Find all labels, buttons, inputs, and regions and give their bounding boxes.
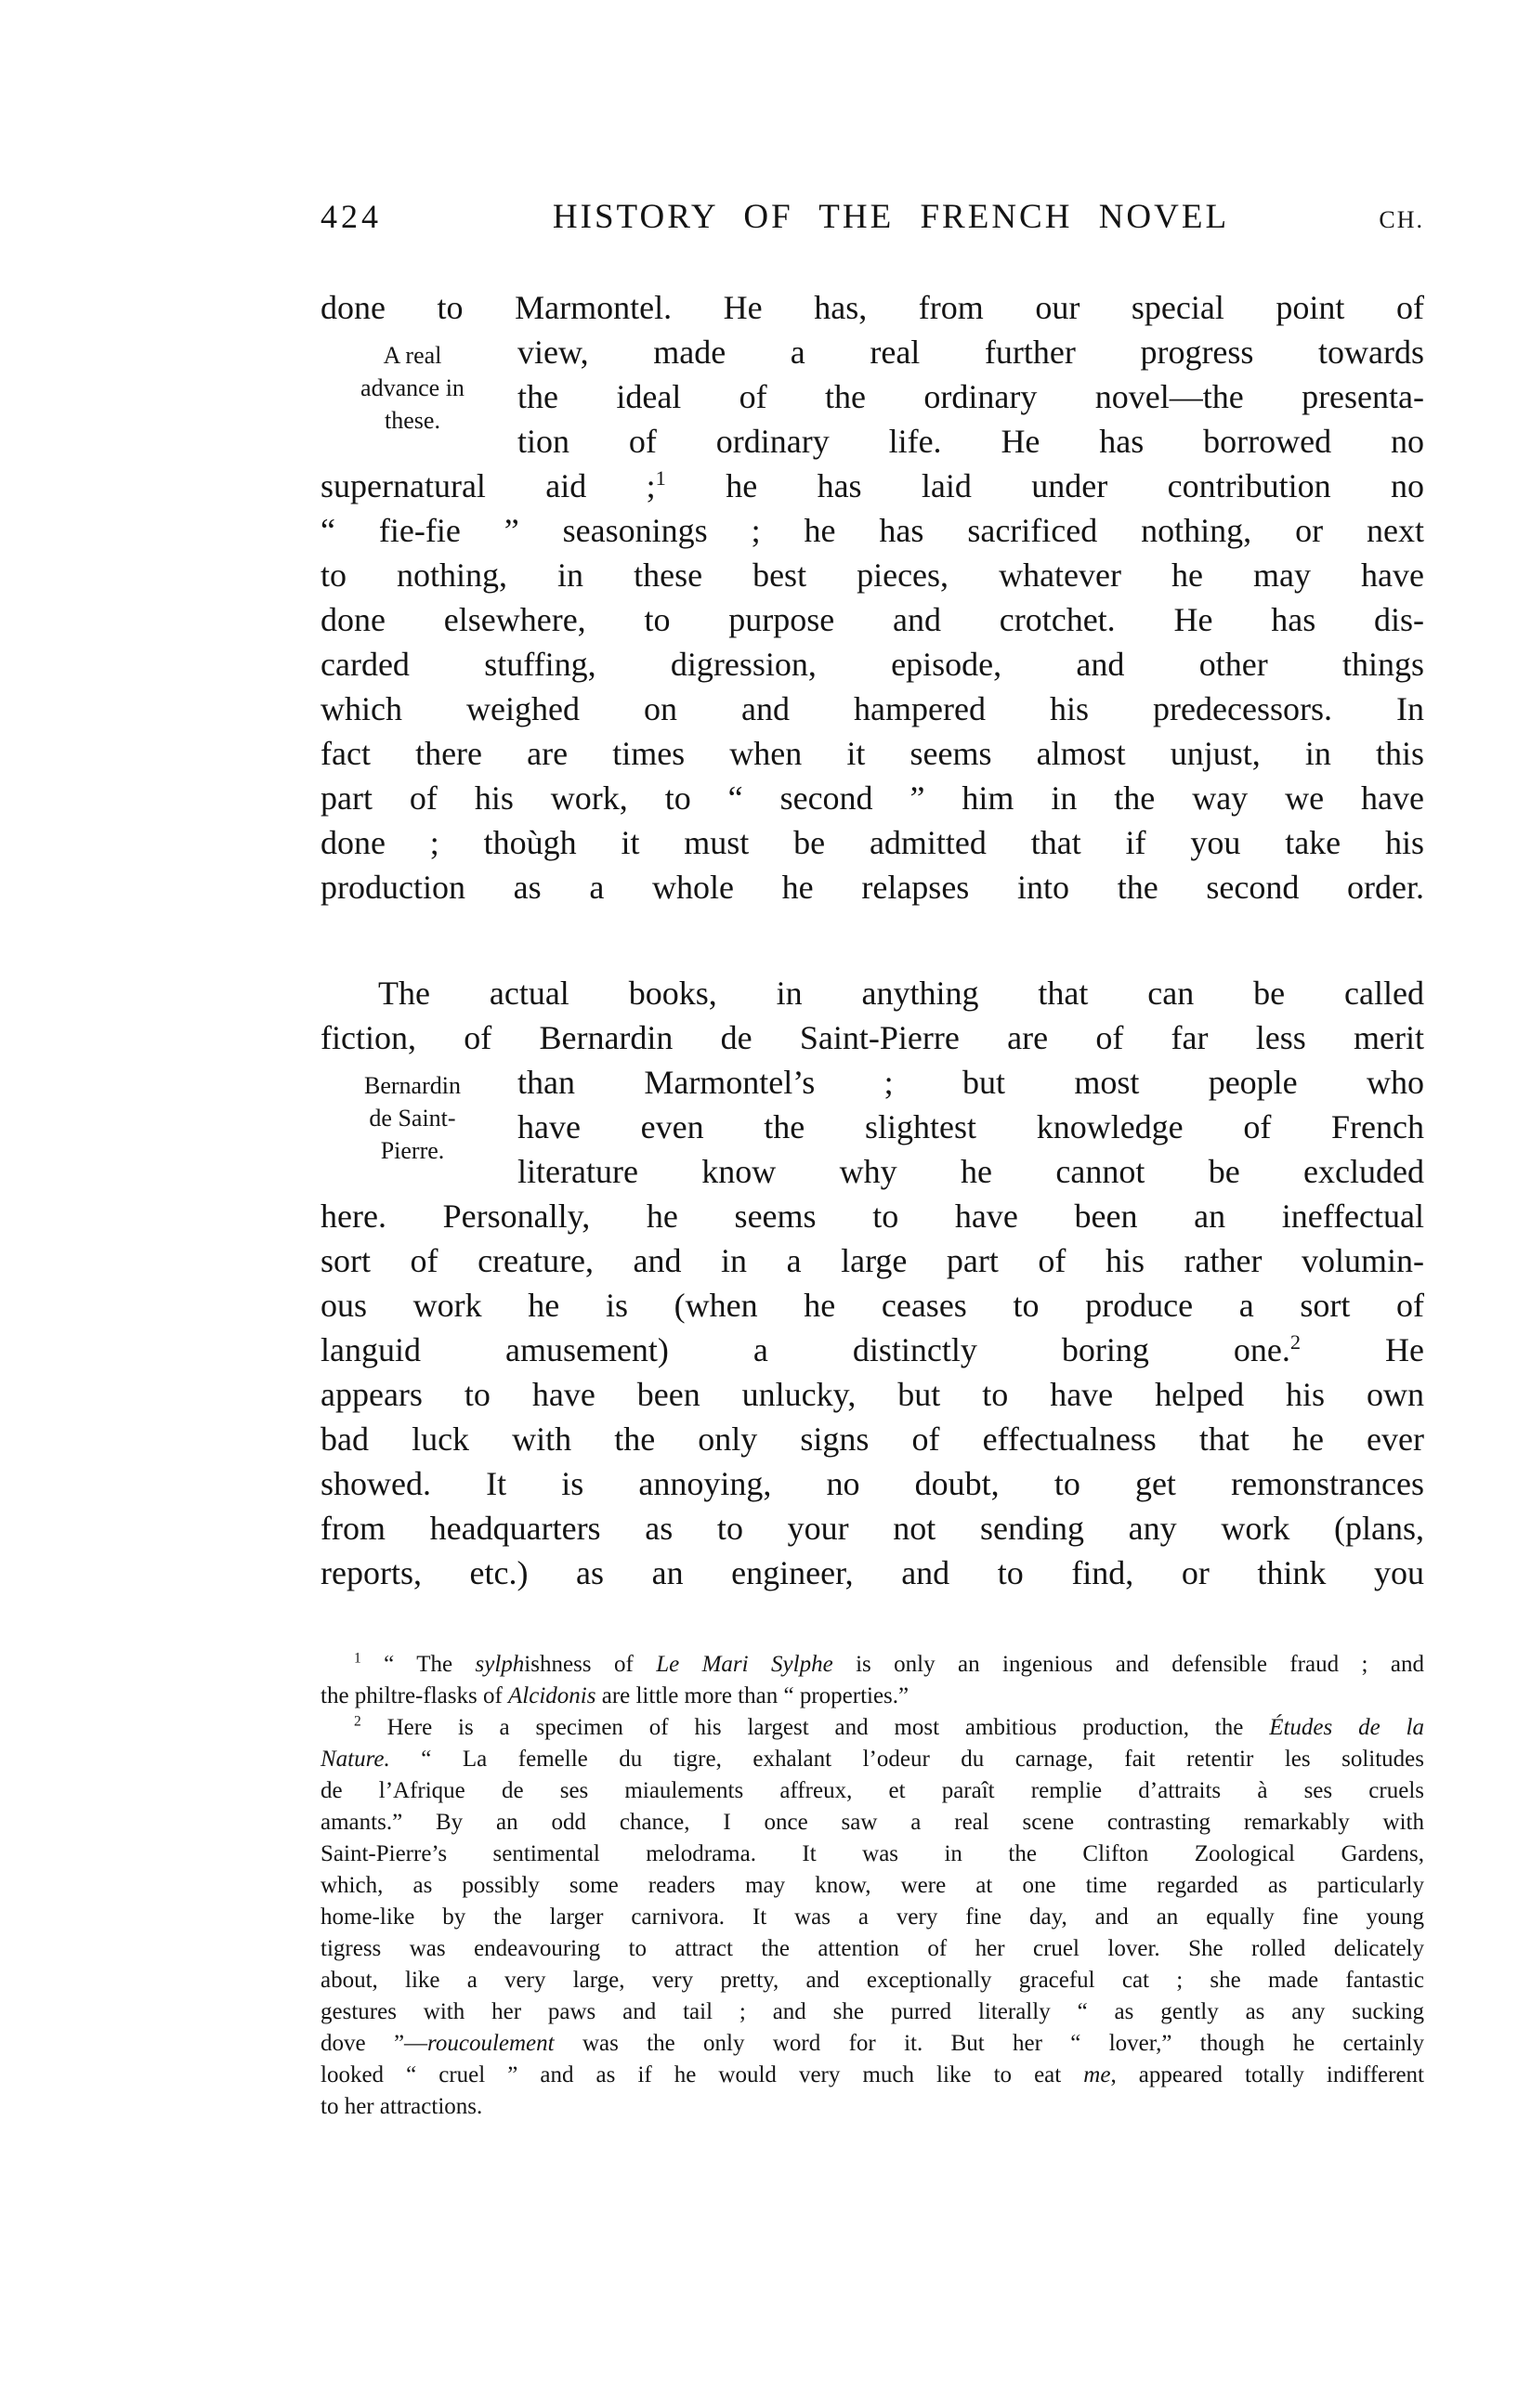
page-content [321,197,1424,2123]
text-line: from headquarters as to your not sending any work (plans, [321,1510,1424,1547]
footnotes-section [321,1649,1424,2123]
page-header [321,197,1424,237]
paragraph [321,285,1424,910]
text-line: sort of creature, and in a large part of his rather volumin- [321,1242,1424,1279]
footnote-line: home-like by the larger carnivora. It was a very fine day, and an equally fine young [321,1904,1424,1930]
italic-text: me [1083,2062,1111,2087]
italic-text: roucoulement [427,2031,555,2056]
italic-text: Nature. [321,1747,390,1772]
margin-note-line: these. [385,407,440,434]
cutin-lines [517,330,1424,464]
margin-note-line: Bernardin [364,1072,461,1099]
footnote-marker: 1 [354,1650,361,1667]
margin-note-line: Pierre. [380,1137,445,1164]
cutin-row [321,330,1424,464]
italic-text: Études de la [1269,1715,1424,1740]
text-line: fiction, of Bernardin de Saint-Pierre are of far less merit [321,1019,1424,1056]
footnote-line: the philtre-flasks of Alcidonis are little more than “ properties.” [321,1683,909,1708]
text-line: view, made a real further progress towards [517,334,1424,371]
text-line: the ideal of the ordinary novel—the presenta- [517,378,1424,415]
text-line: part of his work, to “ second ” him in the way we have [321,779,1424,817]
text-line: have even the slightest knowledge of French [517,1108,1424,1145]
footnote-line: dove ”—roucoulement was the only word for it. But her “ lover,” though he certainly [321,2031,1424,2056]
footnote-line: about, like a very large, very pretty, and exceptionally graceful cat ; she made fantastic [321,1968,1424,1993]
margin-note-line: A real [383,342,442,369]
footnote-line: to her attractions. [321,2094,483,2119]
margin-note-line: de Saint- [369,1105,456,1132]
footnote-line: looked “ cruel ” and as if he would very much like to eat me, appeared totally indifferent [321,2062,1424,2087]
footnote [321,1712,1424,2123]
text-line: which weighed on and hampered his predecessors. In [321,690,1424,727]
footnote-marker: 2 [1289,1330,1302,1354]
italic-text: Alcidonis [508,1683,596,1708]
footnote-line: Saint-Pierre’s sentimental melodrama. It was in the Clifton Zoological Gardens, [321,1841,1424,1866]
text-line: bad luck with the only signs of effectualness that he ever [321,1420,1424,1458]
margin-note-line: advance in [360,374,465,401]
text-line: done to Marmontel. He has, from our special point of [321,289,1424,326]
italic-text: Le Mari Sylphe [656,1652,833,1677]
footnote-line: $^2$ Here is a specimen of his largest and most ambitious production, the Études de la [354,1713,1424,1740]
footnote-line: Nature. “ La femelle du tigre, exhalant l’odeur du carnage, fait retentir les solitudes [321,1747,1424,1772]
margin-note [321,330,517,464]
text-line: production as a whole he relapses into the second order. [321,869,1424,906]
footnote [321,1649,1424,1712]
text-line: showed. It is annoying, no doubt, to get remonstrances [321,1465,1424,1502]
page-number: 424 [321,198,382,235]
cutin-lines [517,1060,1424,1194]
text-line: to nothing, in these best pieces, whatever he may have [321,556,1424,594]
text-line: done elsewhere, to purpose and crotchet. He has dis- [321,601,1424,638]
text-line: fact there are times when it seems almost unjust, in this [321,735,1424,772]
footnote-line: amants.” By an odd chance, I once saw a real scene contrasting remarkably with [321,1810,1424,1835]
chapter-label: CH. [1379,206,1424,233]
footnote-line: de l’Afrique de ses miaulements affreux, et paraît remplie d’attraits à ses cruels [321,1778,1424,1803]
text-line: literature know why he cannot be excluded [517,1153,1424,1190]
text-line: ous work he is (when he ceases to produce a sort of [321,1287,1424,1324]
footnote-line: which, as possibly some readers may know, were at one time regarded as particularly [321,1873,1424,1898]
paragraph [321,971,1424,1595]
text-line: tion of ordinary life. He has borrowed no [517,423,1424,460]
text-line: languid amusement) a distinctly boring one.$^2$ He [321,1330,1424,1368]
text-line: than Marmontel’s ; but most people who [517,1064,1424,1101]
text-line: here. Personally, he seems to have been an ineffectual [321,1197,1424,1235]
margin-note [321,1060,517,1194]
footnote-line: tigress was endeavouring to attract the attention of her cruel lover. She rolled delicately [321,1936,1424,1961]
footnote-line: $^1$ “ The sylphishness of Le Mari Sylphe is only an ingenious and defensible fraud ; and [354,1650,1424,1677]
text-line: “ fie-fie ” seasonings ; he has sacrificed nothing, or next [321,512,1424,549]
footnote-marker: 1 [655,466,666,490]
text-line: appears to have been unlucky, but to have helped his own [321,1376,1424,1413]
text-line: done ; thoùgh it must be admitted that if you take his [321,824,1424,861]
text-line: reports, etc.) as an engineer, and to find, or think you [321,1554,1424,1591]
text-line: The actual books, in anything that can be called [378,975,1424,1012]
main-text [321,285,1424,1595]
cutin-row [321,1060,1424,1194]
footnote-marker: 2 [354,1713,361,1730]
italic-text: sylph [475,1652,525,1677]
text-line: supernatural aid ;$^1$ he has laid under contribution no [321,466,1424,504]
running-title: HISTORY OF THE FRENCH NOVEL [552,198,1230,236]
footnote-line: gestures with her paws and tail ; and she purred literally “ as gently as any sucking [321,1999,1424,2024]
text-line: carded stuffing, digression, episode, and other things [321,646,1424,683]
